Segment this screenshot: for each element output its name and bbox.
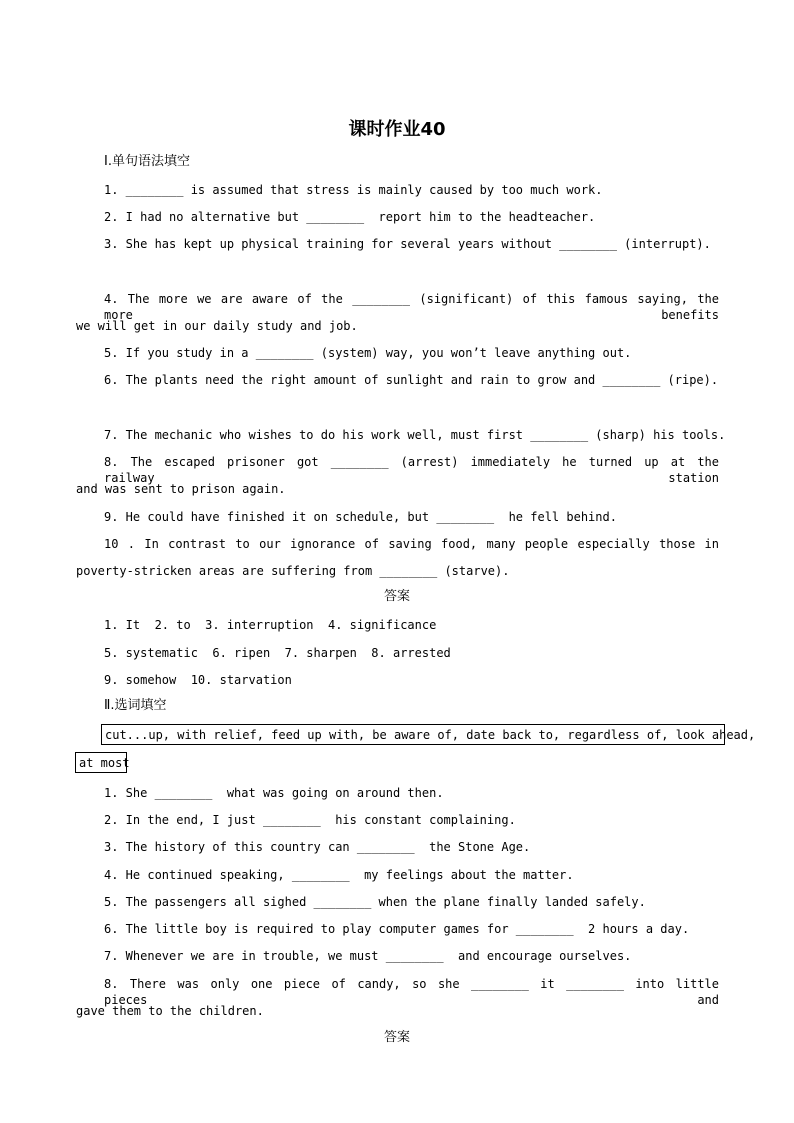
s2-question-4: 4. He continued speaking, ________ my feelings about the matter. (104, 868, 574, 882)
s1-question-7: 7. The mechanic who wishes to do his work well, must first ________ (sharp) his tools. (104, 428, 726, 442)
s2-question-1: 1. She ________ what was going on around then. (104, 786, 444, 800)
section-2-heading: Ⅱ.选词填空 (104, 698, 167, 713)
s2-question-8-line2: gave them to the children. (76, 1004, 264, 1018)
s2-question-5: 5. The passengers all sighed ________ when the plane finally landed safely. (104, 895, 646, 909)
s1-answer-heading: 答案 (383, 589, 410, 604)
s1-question-8-line1: 8. The escaped prisoner got ________ (arrest) immediately he turned up at the railway station (104, 455, 719, 485)
s2-question-3: 3. The history of this country can ________ the Stone Age. (104, 840, 531, 854)
s1-question-8-line2: and was sent to prison again. (76, 482, 286, 496)
s1-answers-line3: 9. somehow 10. starvation (104, 673, 292, 687)
s1-question-6: 6. The plants need the right amount of sunlight and rain to grow and ________ (ripe). (104, 373, 719, 387)
page-title: 课时作业40 (348, 119, 446, 140)
s2-question-6: 6. The little boy is required to play computer games for ________ 2 hours a day. (104, 922, 690, 936)
s2-answer-heading: 答案 (383, 1030, 410, 1045)
s1-answers-line2: 5. systematic 6. ripen 7. sharpen 8. arrested (104, 646, 451, 660)
s1-question-4-line2: we will get in our daily study and job. (76, 319, 358, 333)
s1-answers-line1: 1. It 2. to 3. interruption 4. significance (104, 618, 437, 632)
s1-question-9: 9. He could have finished it on schedule, but ________ he fell behind. (104, 510, 617, 524)
s1-question-4-line1: 4. The more we are aware of the ________ (significant) of this famous saying, the more benefits (104, 292, 719, 322)
s1-question-10-line1: 10 . In contrast to our ignorance of saving food, many people especially those in (104, 537, 719, 551)
section-1-heading: Ⅰ.单句语法填空 (104, 154, 190, 169)
s1-question-10-line2: poverty-stricken areas are suffering from ________ (starve). (76, 564, 510, 578)
s2-question-7: 7. Whenever we are in trouble, we must ________ and encourage ourselves. (104, 949, 632, 963)
s1-question-5: 5. If you study in a ________ (system) way, you won’t leave anything out. (104, 346, 632, 360)
s1-question-3: 3. She has kept up physical training for several years without ________ (interrupt). (104, 237, 711, 251)
s1-question-2: 2. I had no alternative but ________ report him to the headteacher. (104, 210, 596, 224)
s2-question-2: 2. In the end, I just ________ his constant complaining. (104, 813, 516, 827)
word-bank-box-line1: cut...up, with relief, feed up with, be aware of, date back to, regardless of, look ahead, (101, 724, 725, 745)
word-bank-box-line2: at most (75, 752, 127, 773)
s2-question-8-line1: 8. There was only one piece of candy, so she ________ it ________ into little pieces and (104, 977, 719, 1007)
s1-question-1: 1. ________ is assumed that stress is mainly caused by too much work. (104, 183, 603, 197)
